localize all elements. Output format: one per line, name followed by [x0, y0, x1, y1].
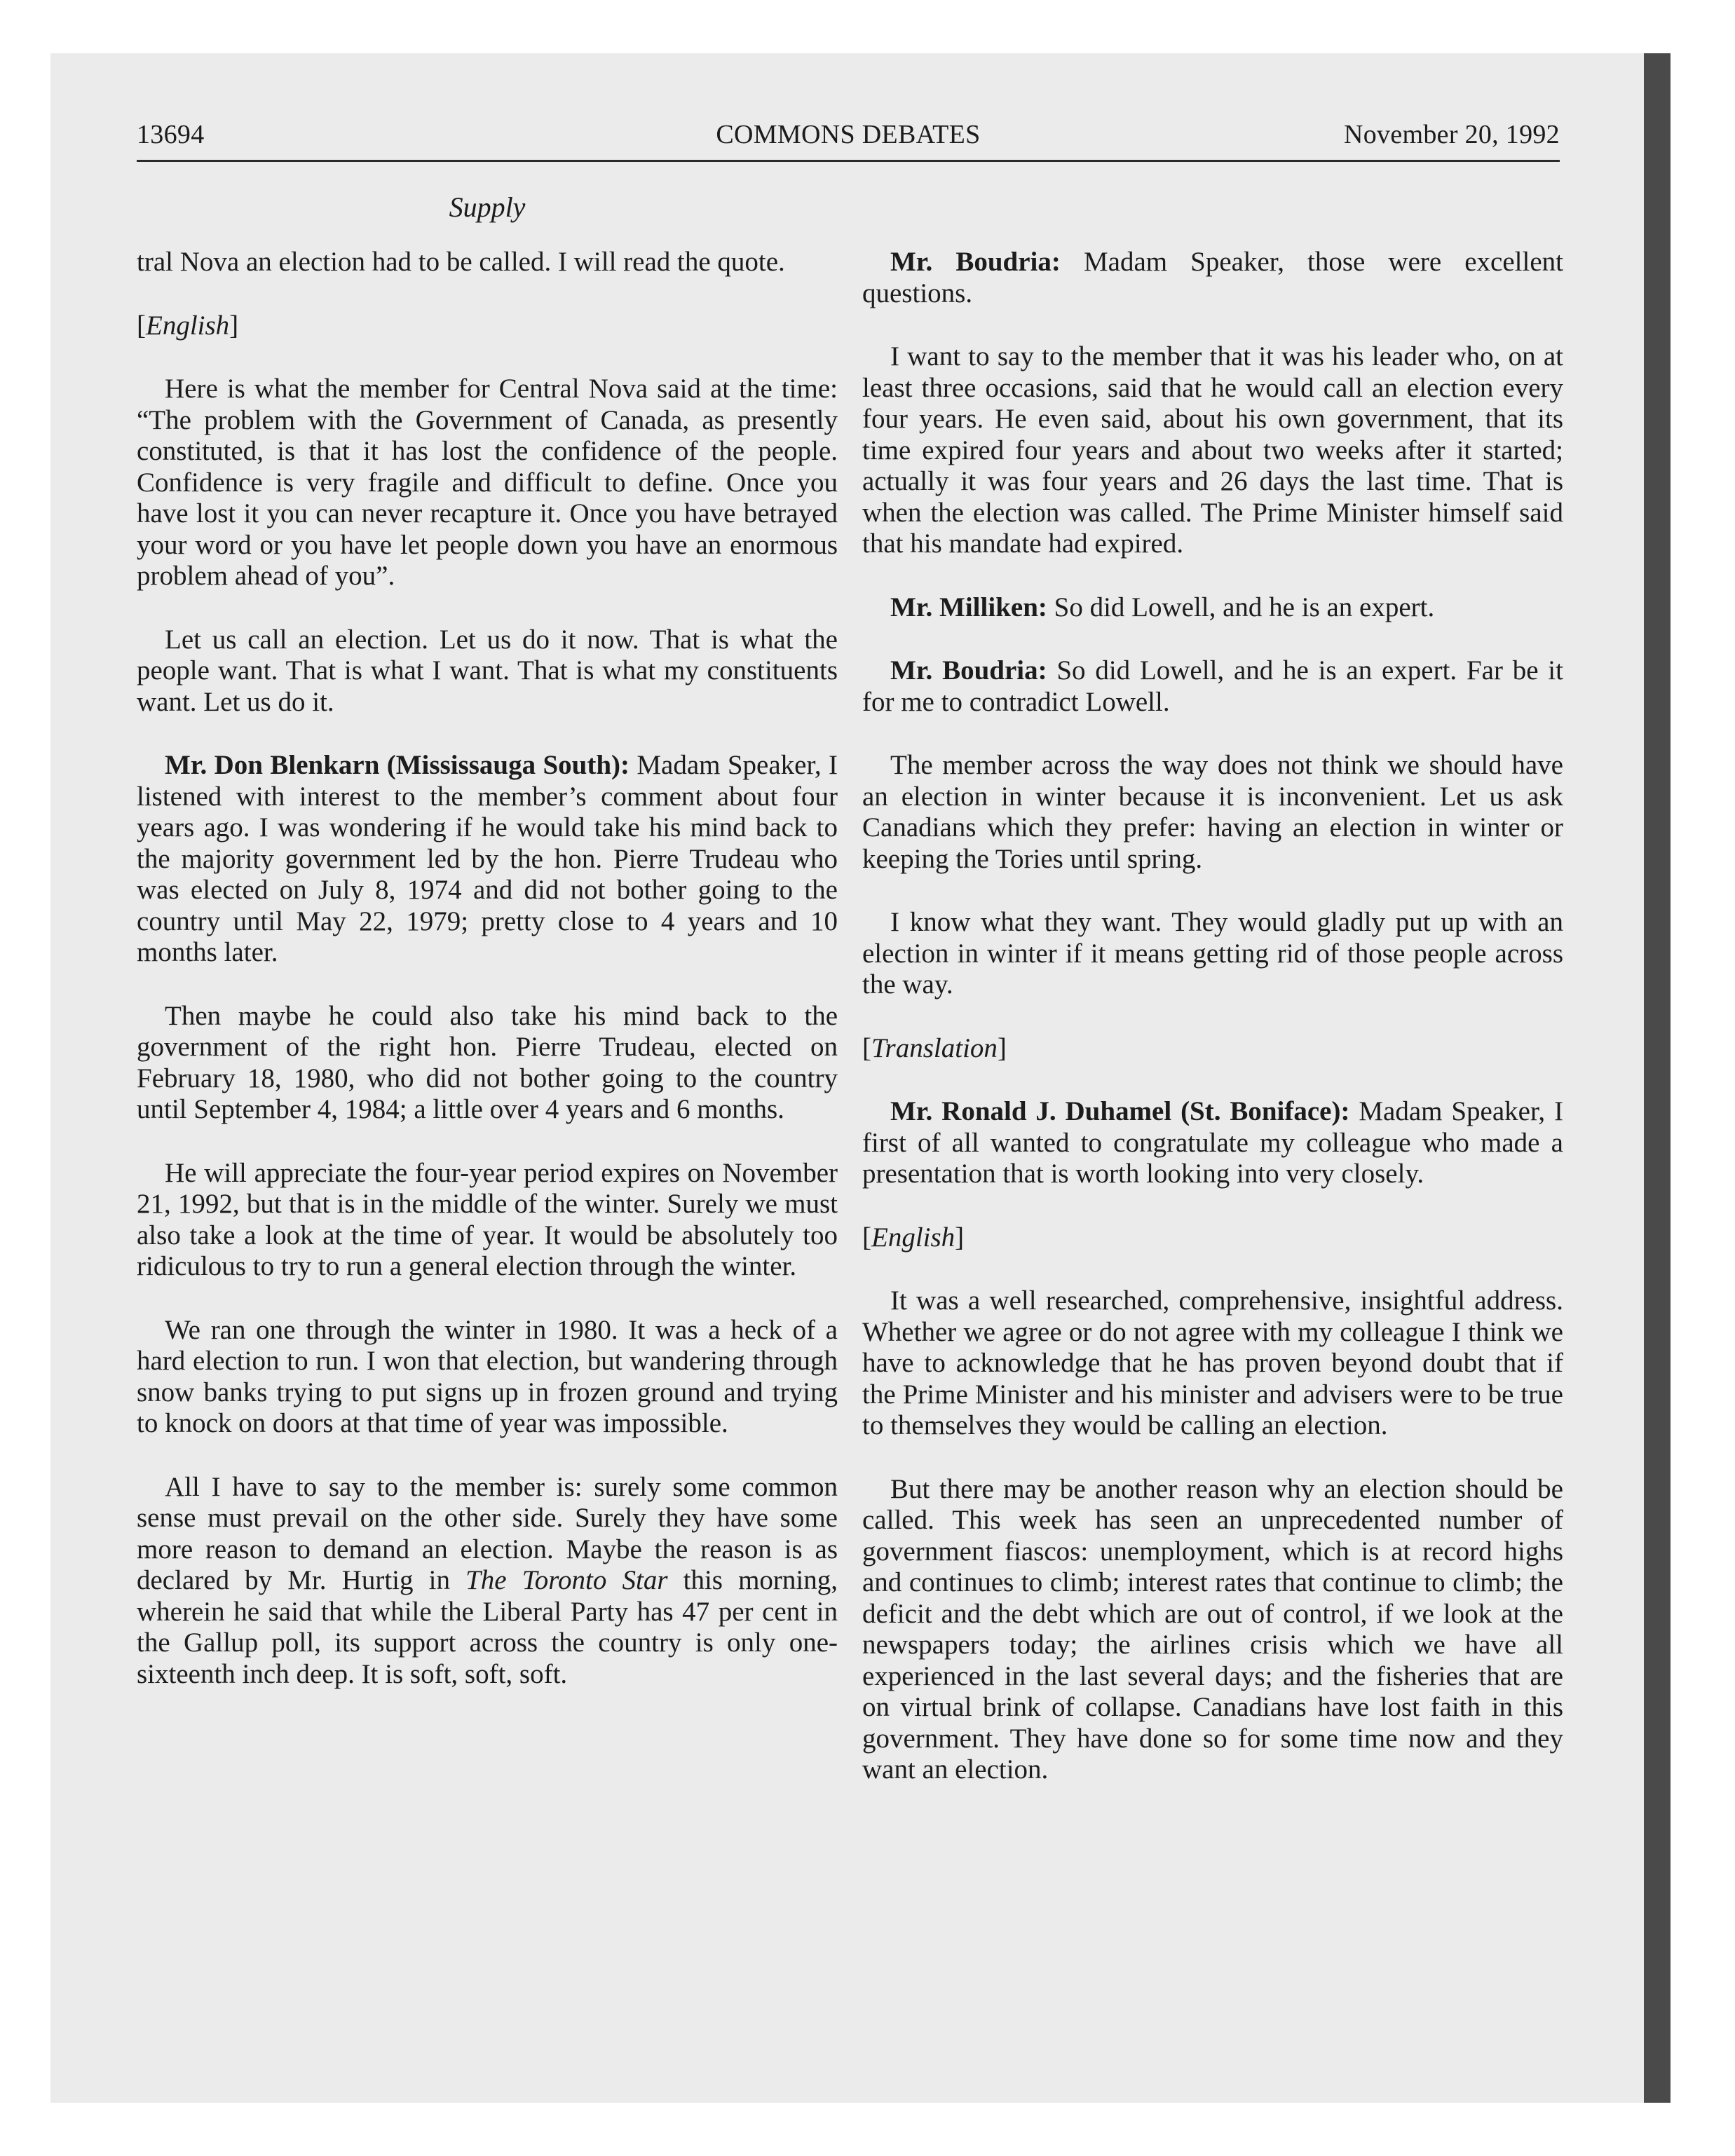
publication-title: COMMONS DEBATES	[716, 120, 981, 149]
text-run: this morning, wherein he said that while the Liberal Party has 47 per cent in the Gallup poll, its support across the country is only one-sixteenth inch deep. It is soft, soft, soft.	[137, 1565, 838, 1689]
speech-paragraph	[862, 1096, 1563, 1190]
page-number: 13694	[137, 120, 205, 149]
paragraph: I want to say to the member that it was his leader who, on at least three occasions, said that he would call an election every four years. He even said, about his own government, that its time expired four years and about two weeks after it started; actually it was four years and 26 days the last time. That is when the election was called. The Prime Minister himself said that his mandate had expired.	[862, 341, 1563, 559]
left-column	[137, 247, 838, 1690]
right-column	[862, 247, 1563, 1786]
speech-text: Madam Speaker, I first of all wanted to congratulate my colleague who made a presentation that is worth looking into very closely.	[862, 1096, 1563, 1189]
page-header	[137, 119, 1560, 161]
language-tag: [English]	[137, 310, 239, 341]
speech-text: So did Lowell, and he is an expert. Far be it for me to contradict Lowell.	[862, 655, 1563, 717]
paragraph: He will appreciate the four-year period expires on November 21, 1992, but that is in the middle of the winter. Surely we must also take a look at the time of year. It would be absolutely too ridiculous to try to run a general election through the winter.	[137, 1157, 838, 1281]
paragraph: Then maybe he could also take his mind back to the government of the right hon. Pierre Trudeau, elected on February 18, 1980, who did not bother going to the country until September 4, 1984; a little over 4 years and 6 months.	[137, 1000, 838, 1124]
language-tag: [Translation]	[862, 1032, 1007, 1063]
language-tag-text: Translation	[871, 1032, 998, 1063]
language-tag-text: English	[146, 310, 230, 341]
section-heading: Supply	[449, 191, 526, 223]
speech-text: Madam Speaker, those were excellent questions.	[862, 247, 1563, 308]
paragraph: Here is what the member for Central Nova said at the time: “The problem with the Government of Canada, as presently constituted, is that it has lost the confidence of the people. Confidence is very fragile and difficult to define. Once you have lost it you can never recapture it. Once you have betrayed your word or you have let people down you have an enormous problem ahead of you”.	[137, 374, 838, 591]
language-tag: [English]	[862, 1222, 965, 1253]
speech-paragraph	[862, 655, 1563, 718]
speaker-name: Mr. Milliken:	[890, 592, 1047, 622]
language-tag-text: English	[871, 1222, 955, 1253]
paragraph: We ran one through the winter in 1980. It was a heck of a hard election to run. I won that election, but wandering through snow banks trying to put signs up in frozen ground and trying to knock on doors at that time of year was impossible.	[137, 1314, 838, 1438]
paragraph: Let us call an election. Let us do it now. That is what the people want. That is what I want. That is what my constituents want. Let us do it.	[137, 624, 838, 717]
paragraph	[137, 1472, 838, 1691]
speaker-name: Mr. Don Blenkarn (Mississauga South):	[165, 750, 630, 780]
speaker-name: Mr. Ronald J. Duhamel (St. Boniface):	[890, 1096, 1350, 1126]
header-rule	[137, 160, 1560, 162]
speech-text: So did Lowell, and he is an expert.	[1047, 592, 1435, 622]
paragraph: But there may be another reason why an election should be called. This week has seen an unprecedented number of government fiascos: unemployment, which is at record highs and continues to climb; interest rates that continue to climb; the deficit and the debt which are out of control, if we look at the newspapers today; the airlines crisis which we have all experienced in the last several days; and the fisheries that are on virtual brink of collapse. Canadians have lost faith in this government. They have done so for some time now and they want an election.	[862, 1473, 1563, 1785]
text-run: All I have to say to the member is: surely some common sense must prevail on the other side. Surely they have some more reason to demand an election. Maybe the reason is as declared by Mr. Hurtig in	[137, 1471, 838, 1595]
speech-text: Madam Speaker, I listened with interest to the member’s comment about four years ago. I was wondering if he would take his mind back to the majority government led by the hon. Pierre Trudeau who was elected on July 8, 1974 and did not bother going to the country until May 22, 1979; pretty close to 4 years and 10 months later.	[137, 750, 838, 967]
speaker-name: Mr. Boudria:	[890, 655, 1047, 685]
scan-edge-shadow	[1644, 53, 1671, 2103]
speech-paragraph	[862, 247, 1563, 309]
paragraph: It was a well researched, comprehensive, insightful address. Whether we agree or do not agree with my colleague I think we have to acknowledge that he has proven beyond doubt that if the Prime Minister and his minister and advisers were to be true to themselves they would be calling an election.	[862, 1285, 1563, 1440]
speaker-name: Mr. Boudria:	[890, 247, 1061, 277]
paragraph: I know what they want. They would gladly put up with an election in winter if it means getting rid of those people across the way.	[862, 907, 1563, 999]
speech-paragraph	[137, 750, 838, 969]
paragraph: The member across the way does not think we should have an election in winter because it is inconvenient. Let us ask Canadians which they prefer: having an election in winter or keeping the Tories until spring.	[862, 750, 1563, 874]
speech-paragraph	[862, 592, 1563, 624]
page-date: November 20, 1992	[1344, 120, 1560, 149]
paragraph: tral Nova an election had to be called. I will read the quote.	[137, 247, 785, 277]
newspaper-title: The Toronto Star	[465, 1565, 668, 1595]
